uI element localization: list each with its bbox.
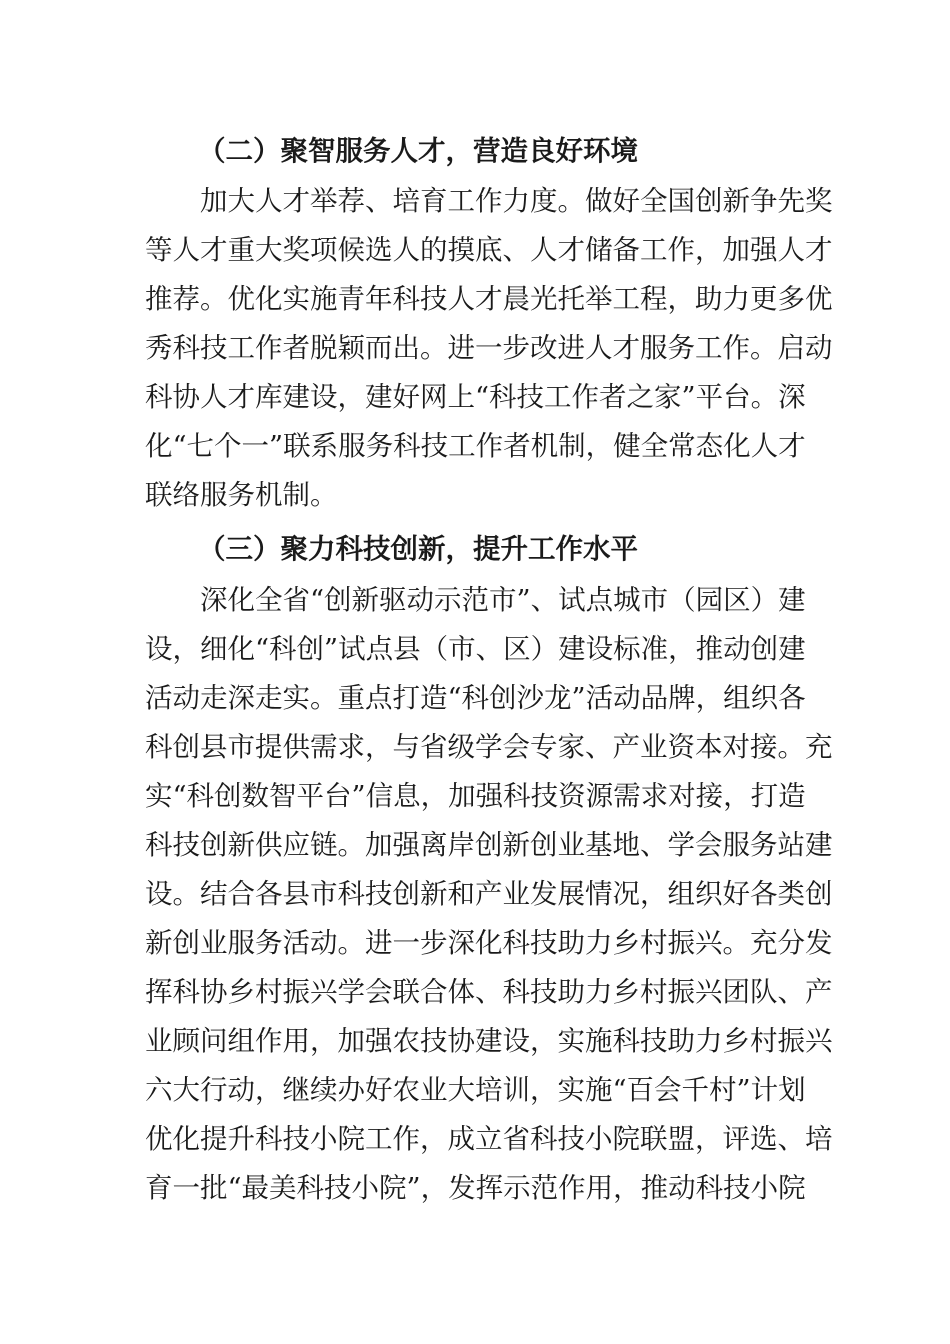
paragraph-line: 联络服务机制。 (145, 479, 338, 511)
paragraph-line: 育一批“最美科技小院”，发挥示范作用，推动科技小院 (145, 1172, 806, 1204)
paragraph-line: 深化全省“创新驱动示范市”、试点城市（园区）建 (145, 584, 806, 616)
paragraph-line: 新创业服务活动。进一步深化科技助力乡村振兴。充分发 (145, 927, 833, 959)
paragraph-line: 设，细化“科创”试点县（市、区）建设标准，推动创建 (145, 633, 806, 665)
paragraph-line: 挥科协乡村振兴学会联合体、科技助力乡村振兴团队、产 (145, 976, 833, 1008)
paragraph-line: 实“科创数智平台”信息，加强科技资源需求对接，打造 (145, 780, 806, 812)
paragraph-line: 活动走深走实。重点打造“科创沙龙”活动品牌，组织各 (145, 682, 806, 714)
paragraph-line: 科技创新供应链。加强离岸创新创业基地、学会服务站建 (145, 829, 833, 861)
paragraph-line: 设。结合各县市科技创新和产业发展情况，组织好各类创 (145, 878, 833, 910)
paragraph-line: 加大人才举荐、培育工作力度。做好全国创新争先奖 (145, 185, 833, 217)
paragraph-line: 科创县市提供需求，与省级学会专家、产业资本对接。充 (145, 731, 833, 763)
paragraph-line: 推荐。优化实施青年科技人才晨光托举工程，助力更多优 (145, 283, 833, 315)
paragraph-line: 科协人才库建设，建好网上“科技工作者之家”平台。深 (145, 381, 806, 413)
paragraph-line: 六大行动，继续办好农业大培训，实施“百会千村”计划 (145, 1074, 806, 1106)
paragraph-line: 等人才重大奖项候选人的摸底、人才储备工作，加强人才 (145, 234, 833, 266)
paragraph-line: 秀科技工作者脱颖而出。进一步改进人才服务工作。启动 (145, 332, 833, 364)
section-heading-3: （三）聚力科技创新，提升工作水平 (198, 533, 638, 565)
paragraph-line: 业顾问组作用，加强农技协建设，实施科技助力乡村振兴 (145, 1025, 833, 1057)
paragraph-line: 优化提升科技小院工作，成立省科技小院联盟，评选、培 (145, 1123, 833, 1155)
paragraph-line: 化“七个一”联系服务科技工作者机制，健全常态化人才 (145, 430, 806, 462)
section-heading-2: （二）聚智服务人才，营造良好环境 (198, 135, 638, 167)
